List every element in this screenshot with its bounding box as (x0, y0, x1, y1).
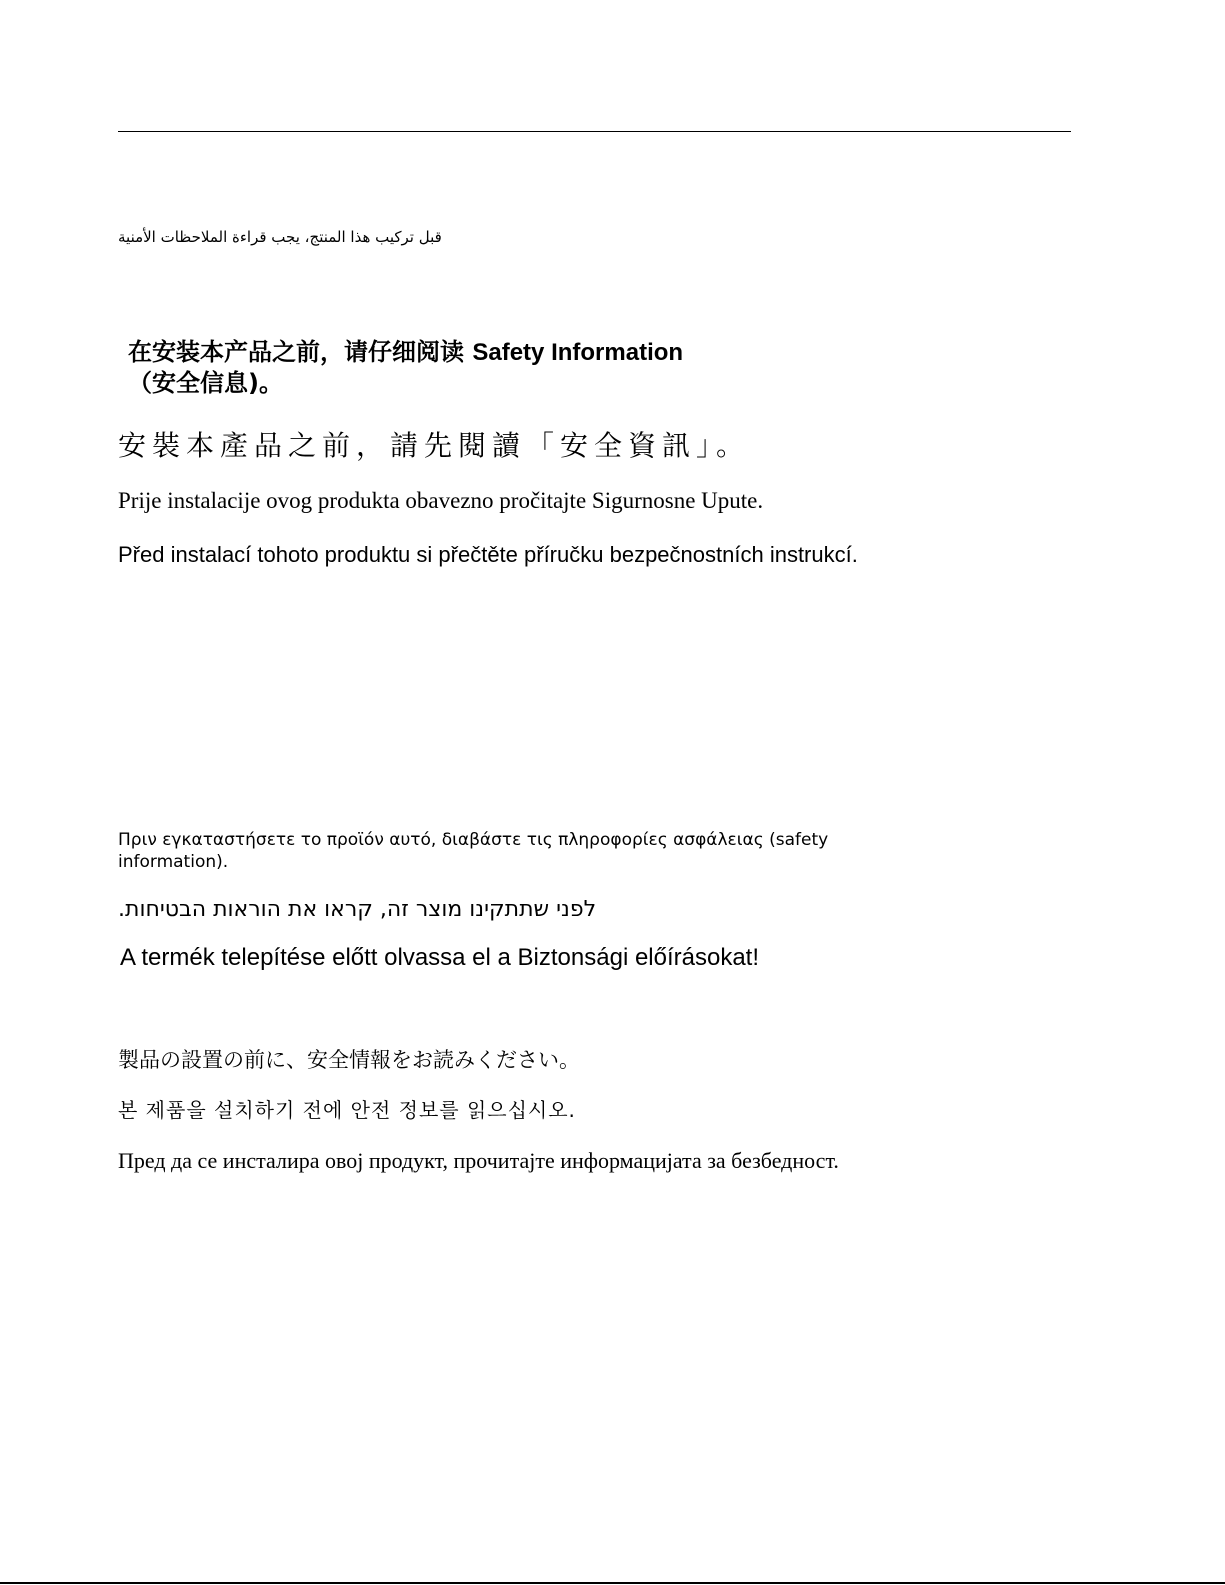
notice-japanese: 製品の設置の前に、安全情報をお読みください。 (118, 1048, 580, 1072)
notice-chinese-simplified (128, 337, 683, 398)
notice-korean: 본 제품을 설치하기 전에 안전 정보를 읽으십시오. (118, 1098, 576, 1122)
notice-czech: Před instalací tohoto produktu si přečtěte příručku bezpečnostních instrukcí. (118, 542, 858, 567)
notice-chinese-traditional: 安裝本產品之前，請先閱讀「安全資訊」。 (118, 429, 751, 462)
top-horizontal-rule (118, 131, 1071, 132)
notice-croatian: Prije instalacije ovog produkta obavezno pročitajte Sigurnosne Upute. (118, 488, 764, 513)
notice-chinese-simplified-line2: （安全信息)。 (128, 369, 283, 397)
notice-chinese-simplified-latin: Safety Information (472, 339, 684, 366)
notice-chinese-simplified-text: 在安装本产品之前，请仔细阅读 (128, 338, 464, 366)
notice-macedonian: Пред да се инсталира овој продукт, прочитајте информацијата за безбедност. (118, 1148, 839, 1173)
bottom-page-edge (0, 1582, 1225, 1584)
notice-hungarian: A termék telepítése előtt olvassa el a Biztonsági előírásokat! (120, 944, 760, 971)
notice-greek: Πριν εγκαταστήσετε το προϊόν αυτό, διαβάστε τις πληροφορίες ασφάλειας (safety information). (118, 830, 829, 872)
notice-hebrew: לפני שתתקינו מוצר זה, קראו את הוראות הבטיחות. (118, 897, 597, 922)
notice-arabic: قبل تركيب هذا المنتج، يجب قراءة الملاحظات الأمنية (118, 228, 442, 246)
